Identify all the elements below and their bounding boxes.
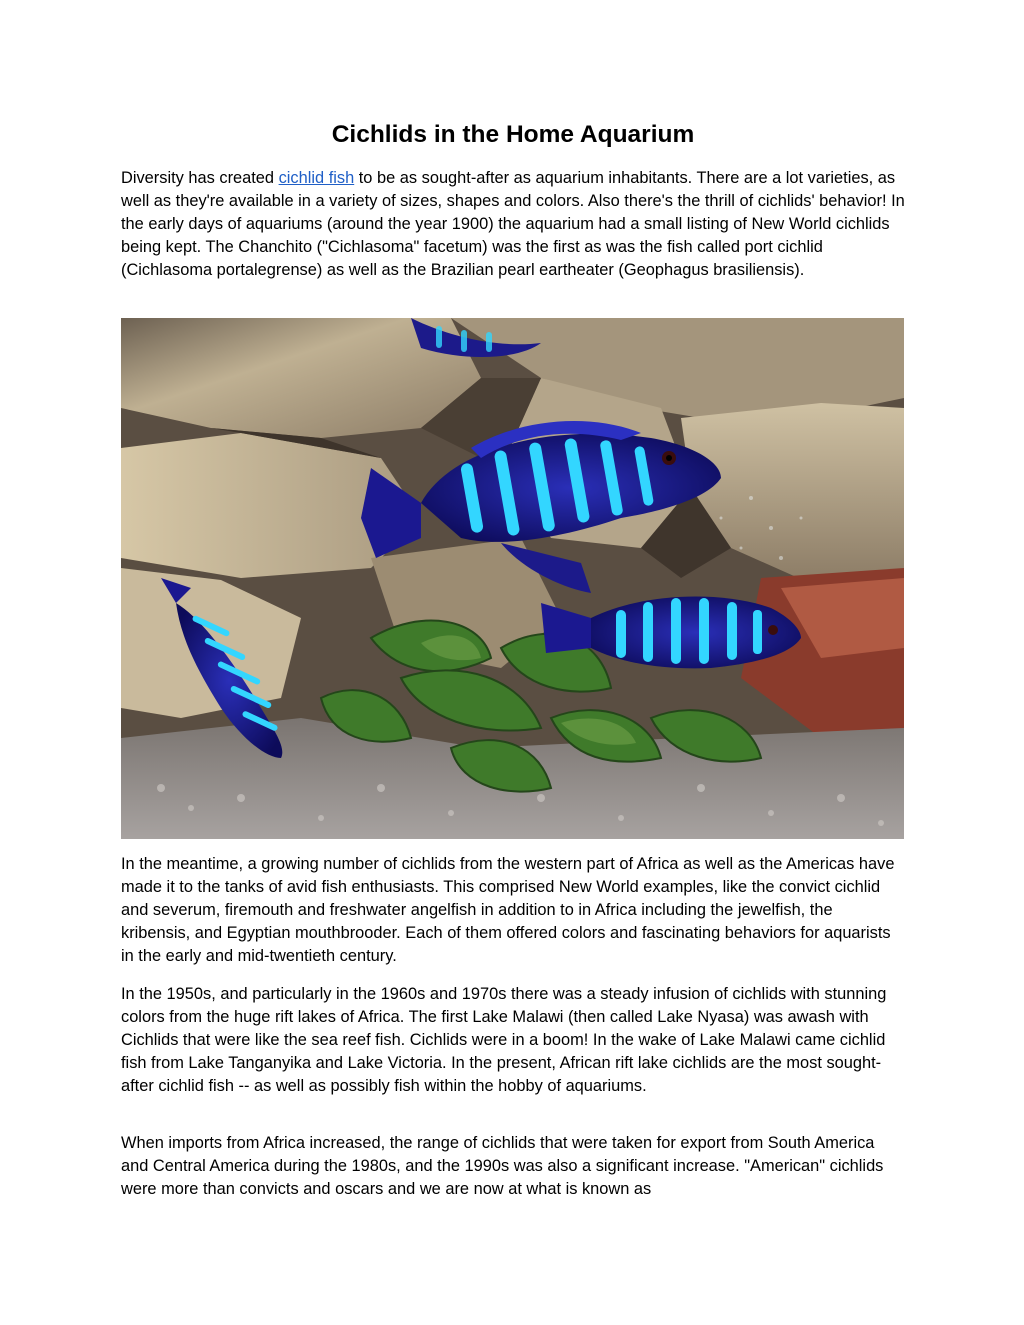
paragraph-intro-text-end: to be as sought-after as aquarium inhabitants. There are a lot varieties, as well as they're available in a variety of sizes, shapes and colors. Also there's the thrill of cichlids' behavior! In the early days of aquariums (around the year 1900) the aquarium had a small listing of New World cichlids being kept. The Chanchito ("Cichlasoma" facetum) was the first as was the fish called port cichlid (Cichlasoma portalegrense) as well as the Brazilian pearl eartheater (Geophagus brasiliensis). bbox=[121, 169, 905, 279]
paragraph-imports: When imports from Africa increased, the range of cichlids that were taken for export from South America and Central America during the 1980s, and the 1990s was also a significant increase. "American" cichlids were more than convicts and oscars and we are now at what is known as bbox=[121, 1134, 884, 1198]
cichlid-fish-link[interactable]: cichlid fish bbox=[278, 169, 355, 187]
paragraph-americas-africa: In the meantime, a growing number of cichlids from the western part of Africa as well as the Americas have made it to the tanks of avid fish enthusiasts. This comprised New World examples, like the convict cichlid and severum, firemouth and freshwater angelfish in addition to in Africa including the jewelfish, the kribensis, and Egyptian mouthbrooder. Each of them offered colors and fascinating behaviors for aquarists in the early and mid-twentieth century. bbox=[121, 855, 895, 965]
paragraph-intro-text-start: Diversity has created bbox=[121, 169, 279, 187]
document-title: Cichlids in the Home Aquarium bbox=[331, 121, 695, 148]
paragraph-intro bbox=[121, 167, 905, 282]
paragraph-rift-lakes: In the 1950s, and particularly in the 1960s and 1970s there was a steady infusion of cichlids with stunning colors from the huge rift lakes of Africa. The first Lake Malawi (then called Lake Nyasa) was awash with Cichlids that were like the sea reef fish. Cichlids were in a boom! In the wake of Lake Malawi came cichlid fish from Lake Tanganyika and Lake Victoria. In the present, African rift lake cichlids are the most sought-after cichlid fish -- as well as possibly fish within the hobby of aquariums. bbox=[121, 985, 887, 1095]
cichlid-aquarium-photo bbox=[121, 318, 904, 839]
